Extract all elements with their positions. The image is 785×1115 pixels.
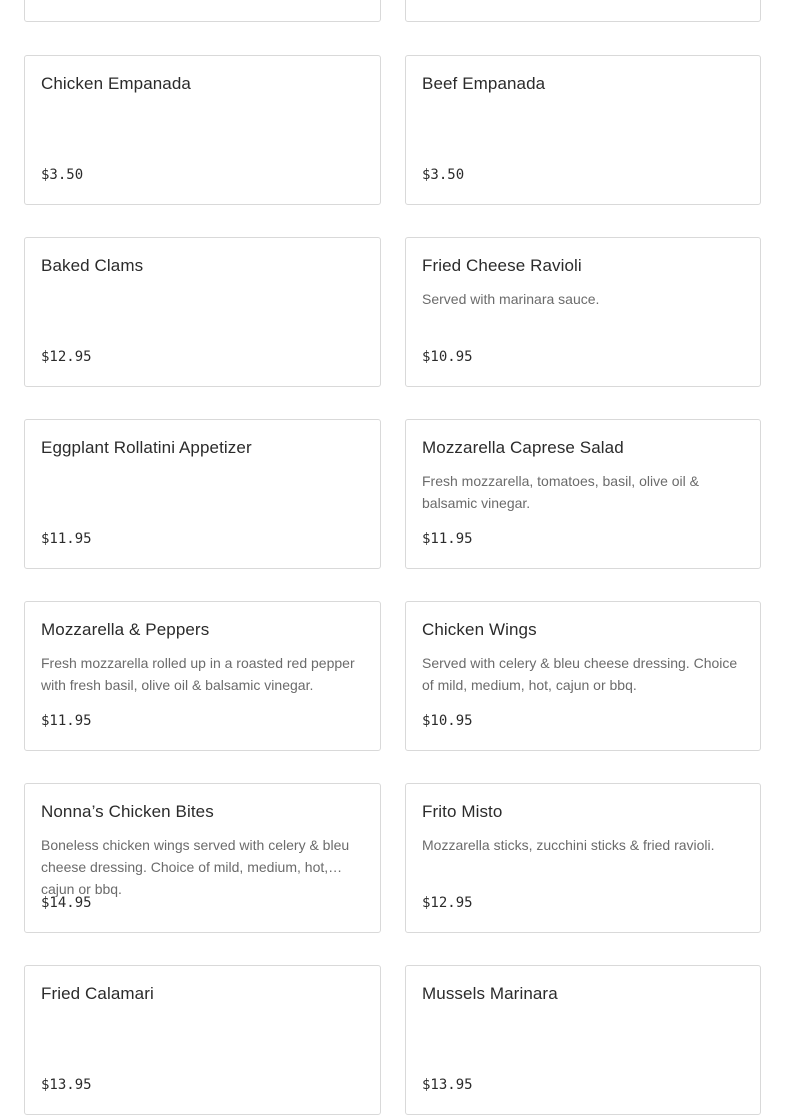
menu-item-card[interactable] [24, 419, 381, 569]
menu-item-card[interactable] [405, 0, 761, 22]
menu-item-name: Chicken Empanada [41, 74, 191, 93]
menu-item-description: Fresh mozzarella, tomatoes, basil, olive oil & balsamic vinegar. [422, 473, 699, 511]
menu-item-price: $11.95 [422, 531, 473, 547]
menu-item-price: $10.95 [422, 349, 473, 365]
menu-item-price: $12.95 [41, 349, 92, 365]
menu-item-card[interactable] [405, 237, 761, 387]
menu-item-name: Fried Cheese Ravioli [422, 256, 582, 275]
menu-item-price: $3.50 [41, 167, 84, 183]
menu-item-name: Fried Calamari [41, 984, 154, 1003]
menu-item-card[interactable] [405, 965, 761, 1115]
menu-item-description: Served with celery & bleu cheese dressing. Choice of mild, medium, hot, cajun or bbq. [422, 655, 738, 693]
menu-item-name: Frito Misto [422, 802, 503, 821]
menu-item-card[interactable] [405, 783, 761, 933]
menu-item-name: Mozzarella & Peppers [41, 620, 210, 639]
menu-item-price: $13.95 [41, 1077, 92, 1093]
menu-item-price: $12.95 [422, 895, 473, 911]
menu-item-name: Baked Clams [41, 256, 144, 275]
menu-item-card[interactable] [24, 237, 381, 387]
menu-item-card[interactable] [405, 55, 761, 205]
menu-item-card[interactable] [24, 783, 381, 933]
menu-item-description: Served with marinara sauce. [422, 291, 600, 307]
menu-item-description: Boneless chicken wings served with celery & bleu cheese dressing. Choice of mild, medium, hot, cajun or bbq. [41, 837, 350, 897]
menu-item-card[interactable] [24, 601, 381, 751]
menu-item-card[interactable] [24, 55, 381, 205]
menu-item-name: Mussels Marinara [422, 984, 558, 1003]
menu-item-card[interactable] [405, 419, 761, 569]
menu-item-card[interactable] [24, 0, 381, 22]
menu-item-name: Eggplant Rollatini Appetizer [41, 438, 252, 457]
menu-item-card[interactable] [405, 601, 761, 751]
menu-item-description: Mozzarella sticks, zucchini sticks & fried ravioli. [422, 837, 715, 853]
menu-item-name: Nonna’s Chicken Bites [41, 802, 214, 821]
menu-item-price: $11.95 [41, 713, 92, 729]
menu-item-price: $13.95 [422, 1077, 473, 1093]
menu-item-price: $3.50 [422, 167, 465, 183]
menu-item-name: Chicken Wings [422, 620, 537, 639]
menu-item-price: $14.95 [41, 895, 92, 911]
menu-item-price: $11.95 [41, 531, 92, 547]
menu-item-card[interactable] [24, 965, 381, 1115]
menu-item-description: Fresh mozzarella rolled up in a roasted red pepper with fresh basil, olive oil & balsamic vinegar. [41, 655, 355, 693]
menu-item-name: Mozzarella Caprese Salad [422, 438, 624, 457]
menu-item-name: Beef Empanada [422, 74, 546, 93]
menu-item-price: $10.95 [422, 713, 473, 729]
